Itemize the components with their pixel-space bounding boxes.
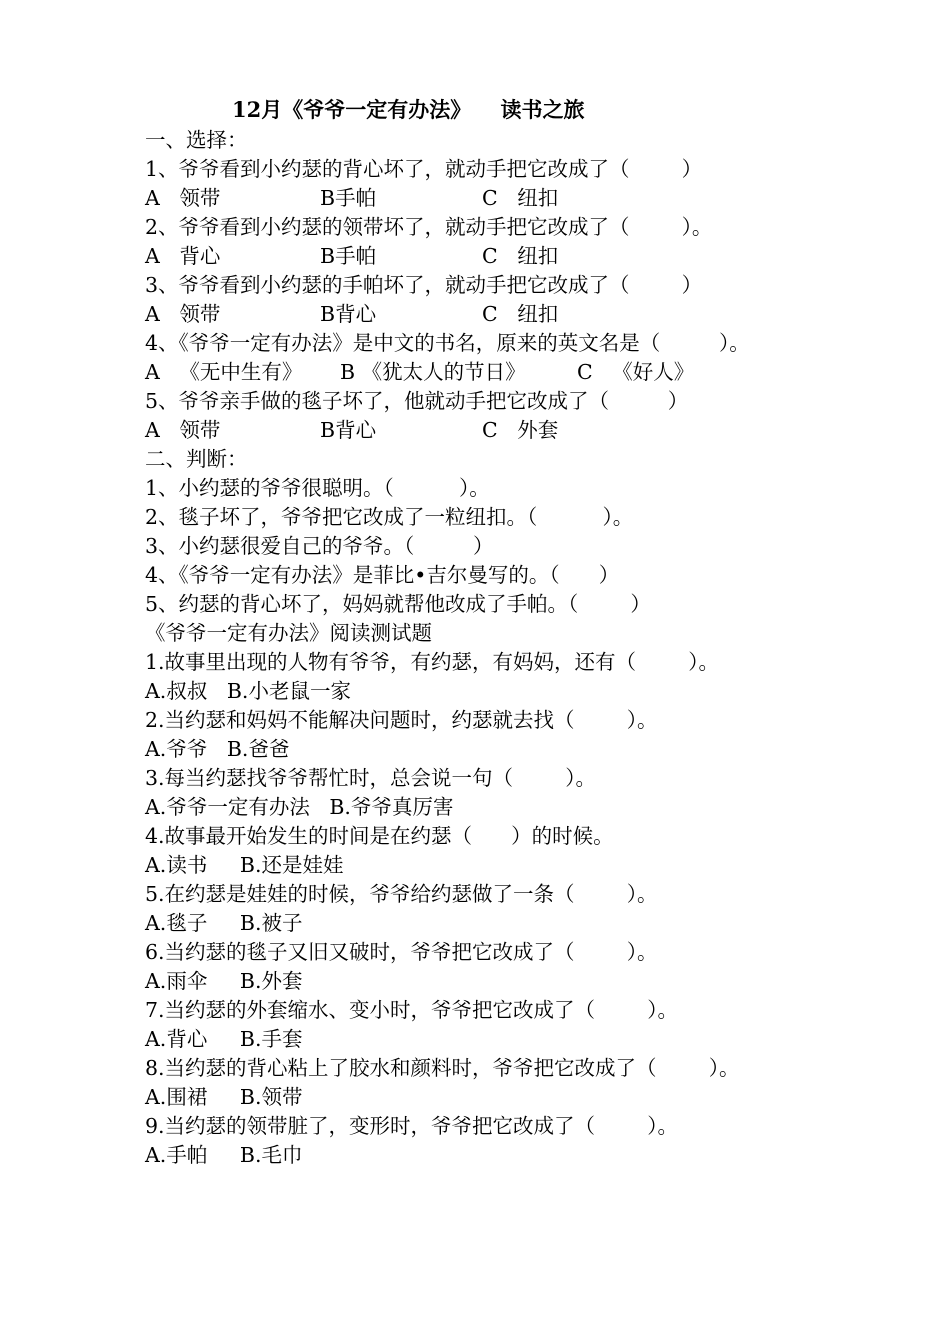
test-answers-3: A.爷爷一定有办法 B.爷爷真厉害 <box>145 795 454 819</box>
test-answers-5: A.毯子 B.被子 <box>145 911 303 935</box>
option-c: C 纽扣 <box>482 244 559 268</box>
document-title: 12月《爷爷一定有办法》 读书之旅 <box>232 97 585 122</box>
choice-options-4 <box>145 358 935 387</box>
judgement-item-5: 5、约瑟的背心坏了，妈妈就帮他改成了手帕。（ ） <box>145 592 651 616</box>
option-a: A 背心 <box>145 244 221 268</box>
choice-question-1: 1、爷爷看到小约瑟的背心坏了，就动手把它改成了（ ） <box>145 157 703 181</box>
judgement-item-2: 2、毯子坏了，爷爷把它改成了一粒纽扣。（ ）。 <box>145 505 634 529</box>
option-b: B 《犹太人的节日》 <box>340 360 526 384</box>
test-answers-4: A.读书 B.还是娃娃 <box>145 853 344 877</box>
option-c: C 纽扣 <box>482 302 559 326</box>
option-b: B背心 <box>320 302 377 326</box>
test-question-8: 8.当约瑟的背心粘上了胶水和颜料时，爷爷把它改成了（ ）。 <box>145 1056 740 1080</box>
option-c: C 纽扣 <box>482 186 559 210</box>
test-answers-9: A.手帕 B.毛巾 <box>145 1143 303 1167</box>
test-question-2: 2.当约瑟和妈妈不能解决问题时，约瑟就去找（ ）。 <box>145 708 658 732</box>
judgement-item-4: 4、《爷爷一定有办法》是菲比•吉尔曼写的。（ ） <box>145 563 620 587</box>
test-question-6: 6.当约瑟的毯子又旧又破时，爷爷把它改成了（ ）。 <box>145 940 658 964</box>
option-a: A 领带 <box>145 418 221 442</box>
test-answers-6: A.雨伞 B.外套 <box>145 969 303 993</box>
test-answers-1: A.叔叔 B.小老鼠一家 <box>145 679 351 703</box>
section-heading-reading-test: 《爷爷一定有办法》阅读测试题 <box>145 621 432 645</box>
option-a: A 领带 <box>145 302 221 326</box>
choice-options-5 <box>145 416 935 445</box>
judgement-item-3: 3、小约瑟很爱自己的爷爷。（ ） <box>145 534 494 558</box>
choice-question-4: 4、《爷爷一定有办法》是中文的书名，原来的英文名是（ ）。 <box>145 331 750 355</box>
choice-question-5: 5、爷爷亲手做的毯子坏了，他就动手把它改成了（ ） <box>145 389 689 413</box>
test-question-3: 3.每当约瑟找爷爷帮忙时，总会说一句（ ）。 <box>145 766 596 790</box>
choice-question-3: 3、爷爷看到小约瑟的手帕坏了，就动手把它改成了（ ） <box>145 273 703 297</box>
judgement-item-1: 1、小约瑟的爷爷很聪明。（ ）。 <box>145 476 490 500</box>
option-b: B手帕 <box>320 244 377 268</box>
choice-options-2 <box>145 242 935 271</box>
test-question-1: 1.故事里出现的人物有爷爷，有约瑟，有妈妈，还有（ ）。 <box>145 650 719 674</box>
option-c: C 《好人》 <box>577 360 695 384</box>
test-question-7: 7.当约瑟的外套缩水、变小时，爷爷把它改成了（ ）。 <box>145 998 678 1022</box>
test-question-5: 5.在约瑟是娃娃的时候，爷爷给约瑟做了一条（ ）。 <box>145 882 658 906</box>
document-body <box>145 126 935 1170</box>
test-answers-8: A.围裙 B.领带 <box>145 1085 303 1109</box>
option-b: B手帕 <box>320 186 377 210</box>
choice-question-2: 2、爷爷看到小约瑟的领带坏了，就动手把它改成了（ ）。 <box>145 215 713 239</box>
test-answers-2: A.爷爷 B.爸爸 <box>145 737 290 761</box>
test-question-4: 4.故事最开始发生的时间是在约瑟（ ）的时候。 <box>145 824 614 848</box>
section-heading-choice: 一、选择： <box>145 128 248 152</box>
option-c: C 外套 <box>482 418 559 442</box>
choice-options-3 <box>145 300 935 329</box>
option-b: B背心 <box>320 418 377 442</box>
section-heading-judgement: 二、判断： <box>145 447 248 471</box>
test-answers-7: A.背心 B.手套 <box>145 1027 303 1051</box>
option-a: A 领带 <box>145 186 221 210</box>
option-a: A 《无中生有》 <box>145 360 303 384</box>
test-question-9: 9.当约瑟的领带脏了，变形时，爷爷把它改成了（ ）。 <box>145 1114 678 1138</box>
choice-options-1 <box>145 184 935 213</box>
